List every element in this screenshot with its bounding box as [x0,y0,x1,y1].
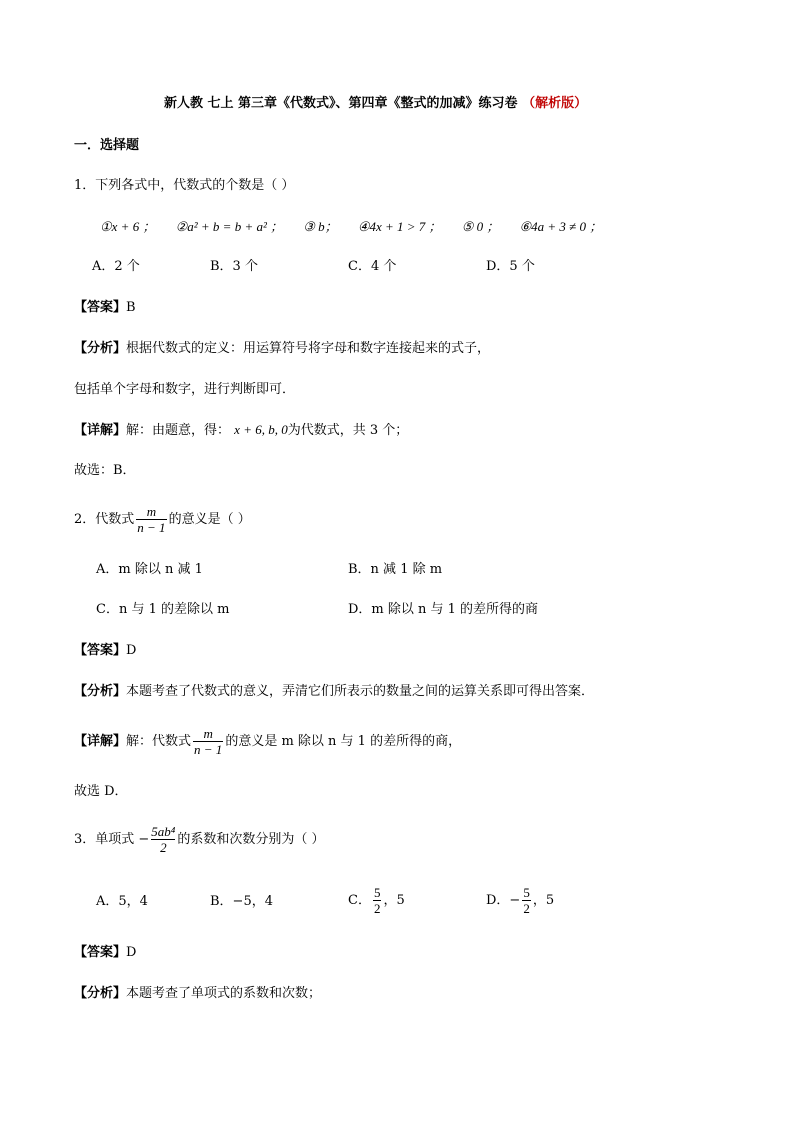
q1-answer [74,299,136,317]
answer-tag: 【答案】 [74,643,127,658]
q2-analysis [74,683,594,701]
document-title [164,95,587,113]
fraction-numerator: 5 [373,885,381,900]
fraction-denominator: 2 [373,901,381,916]
q2-option-a: A．m 除以 n 减 1 [96,562,203,577]
analysis-text: 本题考查了代数式的意义，弄清它们所表示的数量之间的运算关系即可得出答案． [126,684,595,699]
option-label: C． [348,893,371,908]
detail-post: 的意义是 m 除以 n 与 1 的差所得的商， [225,734,462,749]
fraction [151,824,175,855]
analysis-tag: 【分析】 [74,341,127,356]
fraction-denominator: n − 1 [194,742,223,757]
q3-option-c [348,883,405,919]
detail-math: x + 6, b, 0 [234,422,288,437]
q1-analysis [74,340,490,358]
q1-item: ②a² + b = b + a² ； [175,219,284,234]
q2-stem [74,502,251,538]
fraction [136,504,166,535]
q2-answer [74,642,136,660]
q1-analysis-cont: 包括单个字母和数字，进行判断即可． [74,382,296,397]
q3-analysis [74,985,321,1003]
analysis-tag: 【分析】 [74,986,127,1001]
fraction-numerator: m [146,504,157,519]
q1-option-d: D．5 个 [486,259,535,274]
fraction-denominator: 2 [523,901,530,916]
stem-post: 的系数和次数分别为（ ） [177,832,325,847]
answer-value: D [126,945,137,960]
stem-pre: 2．代数式 [74,512,135,527]
detail-pre: 解：代数式 [126,734,192,749]
q1-option-a: A．2 个 [92,259,140,274]
q2-option-c: C．n 与 1 的差除以 m [96,602,230,617]
option-post: ，5 [532,893,555,908]
answer-value: B [126,300,136,315]
answer-value: D [126,643,137,658]
stem-post: 的意义是（ ） [168,512,251,527]
detail-pre: 解：由题意，得： [126,423,231,438]
q1-item: ⑥4a + 3 ≠ 0 ； [519,219,603,234]
q1-item: ⑤ 0 ； [461,219,500,234]
option-post: ，5 [383,893,405,908]
q1-item: ①x + 6 ； [100,219,156,234]
answer-tag: 【答案】 [74,945,127,960]
analysis-tag: 【分析】 [74,684,127,699]
fraction [522,885,531,916]
q2-conclusion: 故选 D． [74,784,128,799]
fraction-numerator: 5 [523,885,530,900]
q2-option-b: B．n 减 1 除 m [348,562,443,577]
title-suffix: （解析版） [522,96,588,111]
q3-option-b: B．−5，4 [210,894,273,909]
fraction [373,885,382,916]
fraction-denominator: n − 1 [137,520,166,535]
q2-detail [74,724,461,760]
fraction [193,726,223,757]
title-main: 新人教 七上 第三章《代数式》、第四章《整式的加减》练习卷 [164,96,518,111]
q2-option-d: D．m 除以 n 与 1 的差所得的商 [348,602,539,617]
q1-detail [74,421,408,440]
q1-stem: 1．下列各式中，代数式的个数是（ ） [74,178,295,193]
fraction-denominator: 2 [151,839,175,855]
fraction-numerator: m [203,726,213,741]
detail-tag: 【详解】 [74,423,127,438]
q1-items [100,218,618,237]
q1-item: ③ b； [303,219,338,234]
q1-option-b: B．3 个 [210,259,258,274]
q1-option-c: C．4 个 [348,259,397,274]
q3-answer [74,944,136,962]
detail-post: 为代数式，共 3 个； [287,423,409,438]
detail-tag: 【详解】 [74,734,127,749]
q1-item: ④4x + 1 > 7 ； [357,219,442,234]
q3-option-d [486,883,554,919]
section-heading: 一．选择题 [74,138,140,153]
q3-option-a: A．5，4 [96,894,148,909]
q1-conclusion: 故选：B． [74,463,136,478]
answer-tag: 【答案】 [74,300,127,315]
analysis-text: 根据代数式的定义：用运算符号将字母和数字连接起来的式子， [126,341,491,356]
stem-pre: 3．单项式 − [74,832,150,847]
fraction-numerator: 5ab⁴ [151,824,176,839]
option-label: D．− [486,893,521,908]
q3-stem [74,822,324,858]
analysis-text: 本题考查了单项式的系数和次数； [126,986,322,1001]
